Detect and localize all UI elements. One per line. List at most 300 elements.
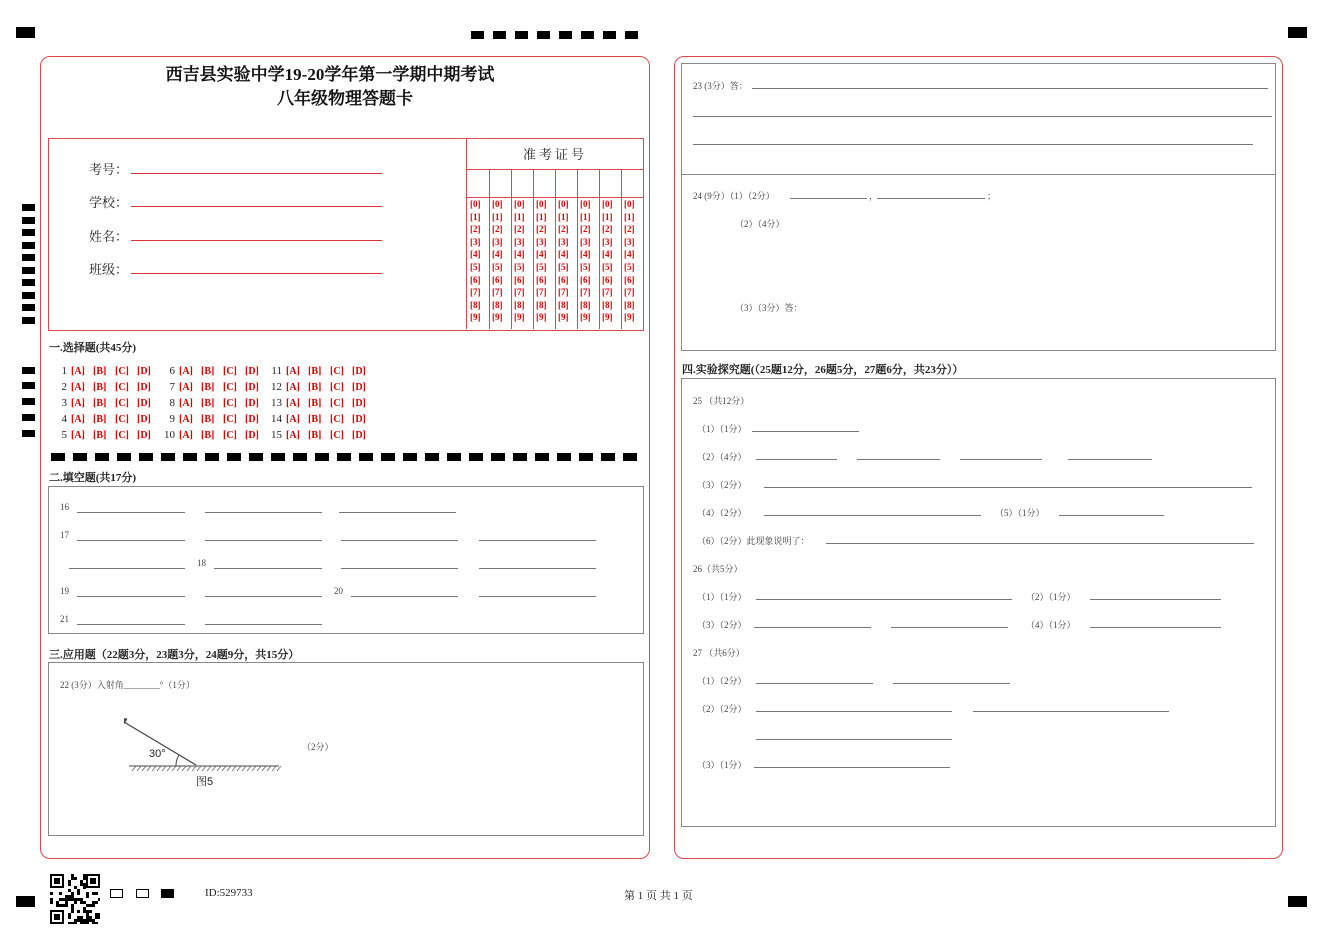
digit-bubble[interactable]: [2]: [602, 224, 613, 235]
q27-2-blank-3[interactable]: [756, 739, 952, 740]
digit-bubble[interactable]: [1]: [558, 211, 569, 222]
option-bubble-a[interactable]: [A]: [286, 382, 300, 393]
q25-2-blank-3[interactable]: [960, 459, 1042, 460]
q19-blank-2[interactable]: [205, 596, 322, 597]
hatch-line: [222, 766, 226, 771]
admission-digit-column: [511, 170, 534, 329]
q24-1-text: 24 (9分）（1）（2分）: [693, 191, 775, 201]
qr-module: [50, 898, 53, 901]
option-bubble-d[interactable]: [D]: [137, 398, 151, 409]
option-bubble-b[interactable]: [B]: [93, 366, 107, 377]
digit-bubble[interactable]: [4]: [558, 249, 569, 260]
q23-divider: [682, 174, 1275, 175]
separator-mark: [117, 453, 131, 461]
qr-module: [59, 904, 62, 907]
qr-module: [92, 922, 95, 924]
separator-mark: [73, 453, 87, 461]
digit-bubble[interactable]: [7]: [624, 287, 635, 298]
hatch-line: [182, 766, 186, 771]
hatch-line: [197, 766, 201, 771]
digit-bubble[interactable]: [0]: [492, 199, 503, 209]
q18-blank-1[interactable]: [214, 568, 322, 569]
experiment-box: [681, 378, 1276, 827]
digit-bubble[interactable]: [6]: [492, 274, 503, 285]
q17-number: 17: [60, 530, 69, 540]
digit-bubble[interactable]: [1]: [492, 211, 503, 222]
digit-bubble[interactable]: [7]: [470, 287, 481, 298]
question-number: 14: [271, 413, 282, 425]
admission-digit-column: [533, 170, 556, 329]
qr-module: [95, 892, 98, 895]
option-bubble-a[interactable]: [A]: [71, 430, 85, 441]
option-bubble-d[interactable]: [D]: [245, 414, 259, 425]
option-bubble-d[interactable]: [D]: [137, 430, 151, 441]
qr-module: [80, 883, 83, 886]
figure-label: 图5: [196, 776, 214, 788]
qr-module: [80, 922, 83, 924]
choice-question: [269, 365, 374, 377]
digit-bubble[interactable]: [2]: [514, 224, 525, 235]
digit-bubble[interactable]: [0]: [624, 199, 635, 209]
corner-mark-bottom-left: [16, 896, 35, 907]
digit-bubble[interactable]: [9]: [492, 312, 503, 323]
q23-24-box: [681, 63, 1276, 351]
separator-mark: [557, 453, 571, 461]
digit-bubble[interactable]: [5]: [602, 261, 613, 272]
digit-bubble[interactable]: [4]: [602, 249, 613, 260]
digit-bubble[interactable]: [1]: [580, 211, 591, 222]
qr-module: [80, 901, 83, 904]
option-bubble-d[interactable]: [D]: [137, 414, 151, 425]
option-bubble-a[interactable]: [A]: [71, 414, 85, 425]
digit-bubble[interactable]: [2]: [536, 224, 547, 235]
digit-bubble[interactable]: [0]: [536, 199, 547, 209]
qr-module: [77, 898, 80, 901]
q25-3-blank[interactable]: [764, 487, 1252, 488]
hatch-line: [247, 766, 251, 771]
digit-bubble[interactable]: [5]: [470, 261, 481, 272]
digit-bubble[interactable]: [6]: [602, 274, 613, 285]
q27-1-blank-1[interactable]: [756, 683, 873, 684]
option-bubble-a[interactable]: [A]: [179, 398, 193, 409]
qr-module: [71, 904, 74, 907]
option-bubble-d[interactable]: [D]: [352, 398, 366, 409]
q25-2-text: （2）（4分）: [697, 452, 747, 462]
option-bubble-b[interactable]: [B]: [93, 430, 107, 441]
digit-bubble[interactable]: [7]: [536, 287, 547, 298]
student-info-box: [48, 138, 644, 331]
option-bubble-d[interactable]: [D]: [137, 382, 151, 393]
admission-digit-box[interactable]: [577, 170, 599, 198]
question-number: 13: [271, 397, 282, 409]
option-bubble-c[interactable]: [C]: [223, 414, 237, 425]
option-bubble-b[interactable]: [B]: [201, 398, 215, 409]
section4-title: 四.实验探究题(（25题12分，26题5分，27题6分，共23分））: [682, 364, 964, 376]
choice-question: [162, 365, 267, 377]
option-bubble-a[interactable]: [A]: [179, 382, 193, 393]
digit-bubble[interactable]: [4]: [624, 249, 635, 260]
separator-mark: [271, 453, 285, 461]
q20-blank-1[interactable]: [351, 596, 458, 597]
question-number: 7: [169, 381, 175, 393]
q26-1-blank[interactable]: [756, 599, 1012, 600]
top-timing-mark: [625, 31, 638, 39]
option-bubble-a[interactable]: [A]: [71, 382, 85, 393]
qr-module: [80, 919, 83, 922]
top-timing-mark: [559, 31, 572, 39]
option-bubble-b[interactable]: [B]: [201, 414, 215, 425]
q26-4-blank[interactable]: [1090, 627, 1221, 628]
qr-module: [68, 913, 71, 916]
top-timing-mark: [581, 31, 594, 39]
q25-4-text: （4）（2分）: [697, 508, 747, 518]
option-bubble-a[interactable]: [A]: [286, 414, 300, 425]
hatch-line: [142, 766, 146, 771]
digit-bubble[interactable]: [5]: [536, 261, 547, 272]
q26-3-text: （3）（2分）: [697, 620, 747, 630]
choice-question: [54, 397, 159, 409]
digit-bubble[interactable]: [5]: [580, 261, 591, 272]
qr-module: [86, 892, 89, 895]
admission-digit-box[interactable]: [555, 170, 577, 198]
q17-blank-4[interactable]: [479, 540, 596, 541]
choice-question: [54, 429, 159, 441]
option-bubble-c[interactable]: [C]: [115, 414, 129, 425]
separator-mark: [579, 453, 593, 461]
digit-bubble[interactable]: [4]: [580, 249, 591, 260]
digit-bubble[interactable]: [1]: [536, 211, 547, 222]
option-bubble-d[interactable]: [D]: [245, 366, 259, 377]
qr-module: [86, 913, 89, 916]
school-field[interactable]: [131, 206, 382, 207]
digit-bubble[interactable]: [8]: [492, 299, 503, 310]
digit-bubble[interactable]: [1]: [514, 211, 525, 222]
class-field[interactable]: [131, 273, 382, 274]
q25-1-text: （1）（1分）: [697, 424, 747, 434]
hatch-line: [157, 766, 161, 771]
q27-2-blank-2[interactable]: [973, 711, 1169, 712]
digit-bubble[interactable]: [3]: [580, 236, 591, 247]
q26-3-blank-2[interactable]: [891, 627, 1008, 628]
separator-mark: [403, 453, 417, 461]
hatch-line: [277, 766, 281, 771]
top-timing-mark: [515, 31, 528, 39]
q25-4-blank[interactable]: [764, 515, 981, 516]
digit-bubble[interactable]: [0]: [470, 199, 481, 209]
q26-2-blank[interactable]: [1090, 599, 1221, 600]
separator-mark: [183, 453, 197, 461]
option-bubble-b[interactable]: [B]: [201, 430, 215, 441]
q21-blank-1[interactable]: [77, 624, 185, 625]
q18-blank-3[interactable]: [479, 568, 596, 569]
digit-bubble[interactable]: [3]: [492, 236, 503, 247]
option-bubble-d[interactable]: [D]: [245, 398, 259, 409]
digit-bubble[interactable]: [6]: [470, 274, 481, 285]
digit-bubble[interactable]: [7]: [602, 287, 613, 298]
option-bubble-b[interactable]: [B]: [93, 382, 107, 393]
choice-question: [269, 429, 374, 441]
q23-answer-line-2[interactable]: [693, 116, 1272, 117]
digit-bubble[interactable]: [4]: [514, 249, 525, 260]
option-bubble-c[interactable]: [C]: [115, 366, 129, 377]
digit-bubble[interactable]: [6]: [536, 274, 547, 285]
option-bubble-c[interactable]: [C]: [330, 430, 344, 441]
q22-score-2: （2分）: [302, 742, 334, 752]
qr-module: [74, 922, 77, 924]
qr-module: [77, 889, 80, 892]
digit-bubble[interactable]: [3]: [602, 236, 613, 247]
q23-answer-line-3[interactable]: [693, 144, 1253, 145]
qr-module: [74, 898, 77, 901]
option-bubble-d[interactable]: [D]: [352, 382, 366, 393]
digit-bubble[interactable]: [8]: [514, 299, 525, 310]
option-bubble-c[interactable]: [C]: [223, 430, 237, 441]
q25-2-blank-4[interactable]: [1068, 459, 1152, 460]
choice-question: [162, 397, 267, 409]
option-bubble-d[interactable]: [D]: [352, 430, 366, 441]
top-timing-mark: [603, 31, 616, 39]
q24-1-blank-2[interactable]: [877, 198, 985, 199]
digit-bubble[interactable]: [6]: [624, 274, 635, 285]
admission-digit-box[interactable]: [599, 170, 621, 198]
qr-module: [92, 919, 95, 922]
option-bubble-b[interactable]: [B]: [308, 414, 322, 425]
digit-bubble[interactable]: [5]: [492, 261, 503, 272]
qr-module: [71, 910, 74, 913]
qr-module: [54, 914, 60, 920]
q17-blank-1[interactable]: [77, 540, 185, 541]
q16-blank-1[interactable]: [77, 512, 185, 513]
digit-bubble[interactable]: [1]: [602, 211, 613, 222]
option-bubble-c[interactable]: [C]: [115, 382, 129, 393]
footer-id: ID:529733: [205, 887, 253, 899]
option-bubble-b[interactable]: [B]: [93, 398, 107, 409]
qr-module: [95, 901, 98, 904]
option-bubble-a[interactable]: [A]: [71, 366, 85, 377]
option-bubble-d[interactable]: [D]: [352, 366, 366, 377]
qr-module: [86, 910, 89, 913]
qr-module: [68, 898, 71, 901]
digit-bubble[interactable]: [3]: [558, 236, 569, 247]
option-bubble-c[interactable]: [C]: [330, 414, 344, 425]
hatch-line: [272, 766, 276, 771]
q27-2-blank-1[interactable]: [756, 711, 952, 712]
qr-module: [68, 880, 71, 883]
qr-module: [89, 910, 92, 913]
qr-module: [83, 883, 86, 886]
qr-module: [89, 904, 92, 907]
side-timing-mark: [22, 414, 35, 421]
digit-bubble[interactable]: [1]: [470, 211, 481, 222]
q27-text: 27 （共6分）: [693, 648, 745, 658]
digit-bubble[interactable]: [7]: [492, 287, 503, 298]
hatch-line: [242, 766, 246, 771]
option-bubble-b[interactable]: [B]: [308, 398, 322, 409]
option-bubble-b[interactable]: [B]: [308, 382, 322, 393]
q17-blank-5[interactable]: [69, 568, 185, 569]
q25-1-blank[interactable]: [752, 431, 859, 432]
option-bubble-d[interactable]: [D]: [245, 382, 259, 393]
qr-module: [95, 922, 98, 924]
digit-bubble[interactable]: [9]: [580, 312, 591, 323]
q21-number: 21: [60, 614, 69, 624]
digit-bubble[interactable]: [8]: [580, 299, 591, 310]
option-bubble-c[interactable]: [C]: [330, 366, 344, 377]
q27-1-text: （1）（2分）: [697, 676, 747, 686]
q27-1-blank-2[interactable]: [893, 683, 1010, 684]
digit-bubble[interactable]: [8]: [536, 299, 547, 310]
separator-mark: [381, 453, 395, 461]
hatch-line: [167, 766, 171, 771]
digit-bubble[interactable]: [5]: [514, 261, 525, 272]
option-bubble-c[interactable]: [C]: [115, 398, 129, 409]
q16-blank-3[interactable]: [339, 512, 456, 513]
q18-blank-2[interactable]: [341, 568, 458, 569]
option-bubble-a[interactable]: [A]: [286, 430, 300, 441]
digit-bubble[interactable]: [6]: [558, 274, 569, 285]
digit-bubble[interactable]: [5]: [558, 261, 569, 272]
admission-digit-box[interactable]: [511, 170, 533, 198]
footer-box-2: [136, 889, 149, 898]
digit-bubble[interactable]: [6]: [514, 274, 525, 285]
option-bubble-a[interactable]: [A]: [286, 366, 300, 377]
admission-digit-box[interactable]: [533, 170, 555, 198]
digit-bubble[interactable]: [1]: [624, 211, 635, 222]
digit-bubble[interactable]: [4]: [536, 249, 547, 260]
admission-digit-box[interactable]: [489, 170, 511, 198]
option-bubble-a[interactable]: [A]: [286, 398, 300, 409]
digit-bubble[interactable]: [8]: [624, 299, 635, 310]
hatch-line: [232, 766, 236, 771]
digit-bubble[interactable]: [8]: [602, 299, 613, 310]
option-bubble-b[interactable]: [B]: [308, 430, 322, 441]
option-bubble-d[interactable]: [D]: [245, 430, 259, 441]
q23-answer-line-1[interactable]: [752, 88, 1268, 89]
option-bubble-a[interactable]: [A]: [179, 430, 193, 441]
admission-digit-box[interactable]: [467, 170, 489, 198]
option-bubble-a[interactable]: [A]: [179, 414, 193, 425]
digit-bubble[interactable]: [2]: [624, 224, 635, 235]
qr-module: [92, 901, 95, 904]
digit-bubble[interactable]: [3]: [536, 236, 547, 247]
digit-bubble[interactable]: [0]: [602, 199, 613, 209]
digit-bubble[interactable]: [9]: [536, 312, 547, 323]
digit-bubble[interactable]: [6]: [580, 274, 591, 285]
option-bubble-c[interactable]: [C]: [223, 366, 237, 377]
q21-blank-2[interactable]: [205, 624, 322, 625]
digit-bubble[interactable]: [3]: [624, 236, 635, 247]
choice-question: [54, 381, 159, 393]
q25-text: 25 （共12分）: [693, 396, 750, 406]
choice-question: [269, 381, 374, 393]
digit-bubble[interactable]: [4]: [470, 249, 481, 260]
hatch-line: [137, 766, 141, 771]
digit-bubble[interactable]: [2]: [470, 224, 481, 235]
hatch-line: [267, 766, 271, 771]
q26-2-text: （2）（1分）: [1026, 592, 1076, 602]
digit-bubble[interactable]: [7]: [514, 287, 525, 298]
name-field[interactable]: [131, 240, 382, 241]
digit-bubble[interactable]: [2]: [492, 224, 503, 235]
q25-6-blank[interactable]: [826, 543, 1254, 544]
option-bubble-a[interactable]: [A]: [179, 366, 193, 377]
digit-bubble[interactable]: [0]: [514, 199, 525, 209]
q27-3-blank[interactable]: [754, 767, 950, 768]
digit-bubble[interactable]: [8]: [470, 299, 481, 310]
option-bubble-b[interactable]: [B]: [93, 414, 107, 425]
side-timing-mark: [22, 204, 35, 211]
digit-bubble[interactable]: [5]: [624, 261, 635, 272]
digit-bubble[interactable]: [0]: [580, 199, 591, 209]
option-bubble-c[interactable]: [C]: [223, 382, 237, 393]
option-bubble-a[interactable]: [A]: [71, 398, 85, 409]
q25-2-blank-1[interactable]: [756, 459, 837, 460]
q16-blank-2[interactable]: [205, 512, 322, 513]
digit-bubble[interactable]: [4]: [492, 249, 503, 260]
qr-module: [98, 913, 100, 916]
digit-bubble[interactable]: [9]: [514, 312, 525, 323]
option-bubble-b[interactable]: [B]: [201, 382, 215, 393]
hatch-line: [177, 766, 181, 771]
option-bubble-c[interactable]: [C]: [330, 398, 344, 409]
digit-bubble[interactable]: [8]: [558, 299, 569, 310]
hatch-line: [187, 766, 191, 771]
digit-bubble[interactable]: [2]: [558, 224, 569, 235]
admission-digit-box[interactable]: [621, 170, 643, 198]
digit-bubble[interactable]: [3]: [514, 236, 525, 247]
digit-bubble[interactable]: [0]: [558, 199, 569, 209]
option-bubble-c[interactable]: [C]: [223, 398, 237, 409]
q19-blank-1[interactable]: [77, 596, 185, 597]
q25-2-blank-2[interactable]: [857, 459, 940, 460]
exam-number-field[interactable]: [131, 173, 382, 174]
qr-module: [86, 919, 89, 922]
digit-bubble[interactable]: [9]: [558, 312, 569, 323]
q17-blank-3[interactable]: [341, 540, 458, 541]
q25-5-blank[interactable]: [1059, 515, 1164, 516]
option-bubble-c[interactable]: [C]: [115, 430, 129, 441]
digit-bubble[interactable]: [2]: [580, 224, 591, 235]
qr-module: [90, 878, 96, 884]
qr-module: [77, 919, 80, 922]
option-bubble-c[interactable]: [C]: [330, 382, 344, 393]
digit-bubble[interactable]: [9]: [470, 312, 481, 323]
digit-bubble[interactable]: [7]: [580, 287, 591, 298]
digit-bubble[interactable]: [9]: [602, 312, 613, 323]
separator-mark: [337, 453, 351, 461]
side-timing-mark: [22, 430, 35, 437]
option-bubble-b[interactable]: [B]: [201, 366, 215, 377]
q23-text: 23 (3分）答：: [693, 81, 748, 91]
option-bubble-d[interactable]: [D]: [352, 414, 366, 425]
q26-3-blank-1[interactable]: [754, 627, 871, 628]
qr-module: [65, 898, 68, 901]
hatch-line: [257, 766, 261, 771]
q25-6-text: （6）（2分）此现象说明了：: [697, 536, 810, 546]
q26-4-text: （4）（1分）: [1026, 620, 1076, 630]
digit-bubble[interactable]: [9]: [624, 312, 635, 323]
q17-blank-2[interactable]: [205, 540, 322, 541]
q20-blank-2[interactable]: [479, 596, 596, 597]
question-number: 12: [271, 381, 282, 393]
digit-bubble[interactable]: [3]: [470, 236, 481, 247]
option-bubble-b[interactable]: [B]: [308, 366, 322, 377]
separator-mark: [359, 453, 373, 461]
q24-1-blank-1[interactable]: [790, 198, 867, 199]
exam-number-label: 考号：: [89, 162, 129, 177]
option-bubble-d[interactable]: [D]: [137, 366, 151, 377]
digit-bubble[interactable]: [7]: [558, 287, 569, 298]
